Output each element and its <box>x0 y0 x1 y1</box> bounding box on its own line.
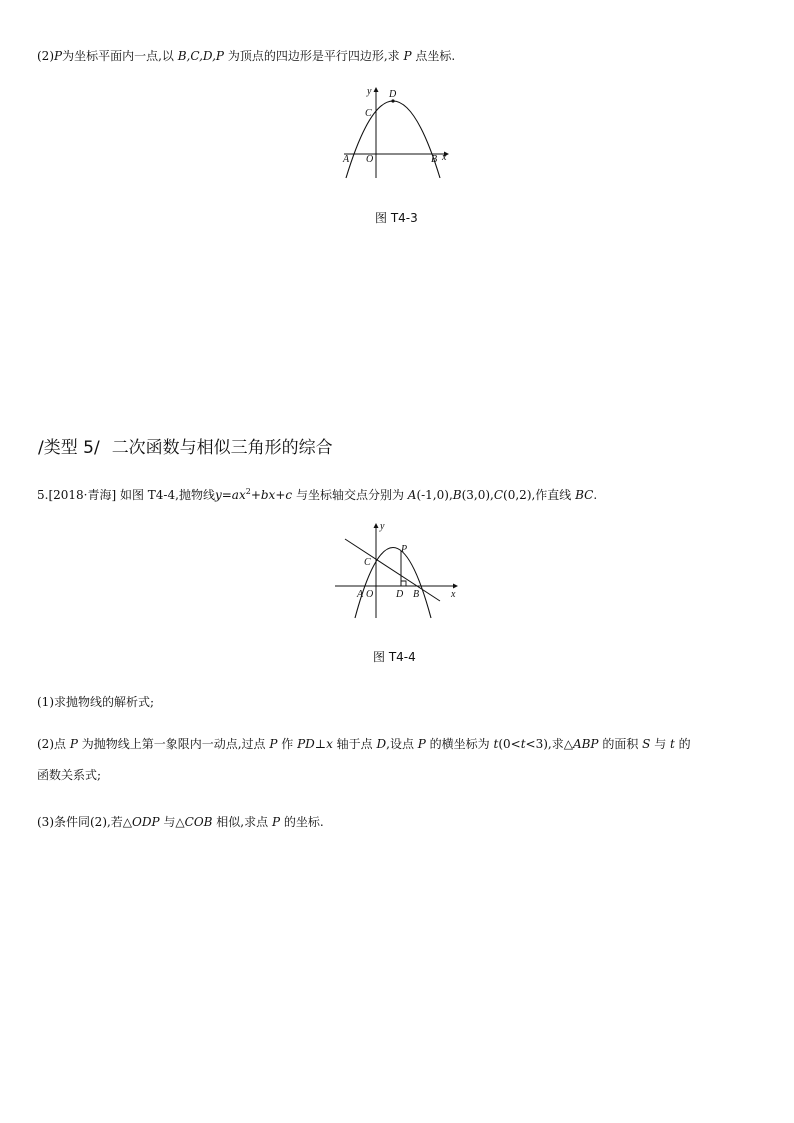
variable-t: t <box>493 737 499 751</box>
equation-part: + <box>250 488 261 502</box>
question-text: (3)条件同(2),若△ <box>37 815 133 829</box>
line-bc: BC <box>575 488 594 502</box>
label-y: y <box>367 86 372 97</box>
label-o: O <box>366 589 374 600</box>
label-x: x <box>451 589 456 600</box>
question-text: 的横坐标为 <box>425 737 494 751</box>
point-p: P <box>271 815 281 829</box>
y-axis-arrow <box>374 87 379 92</box>
question-text: (2)点 <box>37 737 70 751</box>
figure-t4-3-caption: 图 T4-3 <box>375 211 418 225</box>
equation-part: + <box>275 488 286 502</box>
label-x: x <box>442 152 447 163</box>
triangle-odp: ODP <box>132 815 160 829</box>
label-y: y <box>380 521 385 532</box>
perpendicular-symbol: ⊥ <box>314 737 327 751</box>
label-o: O <box>366 154 374 165</box>
label-c: C <box>364 557 371 568</box>
question-text: . <box>593 488 598 502</box>
figure-t4-4-axes <box>335 523 458 618</box>
point-c: C <box>493 488 504 502</box>
equation-exponent: 2 <box>245 487 251 496</box>
question-text: 轴于点 <box>332 737 377 751</box>
question-5-part-2-line-2: 函数关系式; <box>37 768 102 782</box>
label-a: A <box>343 154 350 165</box>
section-heading <box>38 433 333 458</box>
point-p: P <box>403 49 412 63</box>
coordinate: (3,0), <box>461 488 494 502</box>
point-a: A <box>407 488 417 502</box>
question-text: 的坐标. <box>280 815 324 829</box>
vertices-label: B,C,D,P <box>177 49 225 63</box>
question-5-stem <box>37 486 597 503</box>
question-text: 为顶点的四边形是平行四边形,求 <box>224 49 404 63</box>
question-text: 的面积 <box>598 737 643 751</box>
label-d: D <box>396 589 404 600</box>
point-p: P <box>69 737 78 751</box>
label-a: A <box>357 589 364 600</box>
label-p: P <box>401 544 408 555</box>
question-text: (0< <box>498 737 521 751</box>
question-5-part-1: (1)求抛物线的解析式; <box>37 695 155 709</box>
label-b: B <box>431 154 438 165</box>
point-b: B <box>452 488 462 502</box>
point-p: P <box>54 49 63 63</box>
question-text: 与△ <box>159 815 185 829</box>
question-text: ,设点 <box>386 737 418 751</box>
x-axis-arrow <box>453 584 458 589</box>
question-5-part-3 <box>37 813 324 830</box>
equation-part: c <box>285 488 293 502</box>
question-4-part-2 <box>37 47 455 64</box>
segment-pd-label: PD <box>297 737 315 751</box>
question-text: 作 <box>277 737 298 751</box>
variable-s: S <box>642 737 651 751</box>
question-text: 与坐标轴交点分别为 <box>292 488 408 502</box>
right-angle-mark <box>401 581 406 586</box>
question-text: 相似,求点 <box>212 815 272 829</box>
question-text: 为坐标平面内一点,以 <box>62 49 178 63</box>
y-axis-arrow <box>374 523 379 528</box>
figure-t4-4 <box>331 515 467 625</box>
question-text: <3),求△ <box>525 737 573 751</box>
point-d: D <box>376 737 387 751</box>
question-text: 与 <box>650 737 671 751</box>
variable-t: t <box>670 737 675 751</box>
triangle-cob: COB <box>184 815 213 829</box>
coordinate: (0,2),作直线 <box>503 488 576 502</box>
point-p: P <box>417 737 426 751</box>
question-text: 的 <box>674 737 691 751</box>
coordinate: (-1,0), <box>416 488 453 502</box>
question-text: 点坐标. <box>411 49 456 63</box>
parabola-curve <box>346 101 440 178</box>
section-number: /类型 5/ <box>38 438 100 458</box>
figure-t4-4-caption: 图 T4-4 <box>373 650 416 664</box>
part-number: (2) <box>37 49 54 63</box>
point-p: P <box>269 737 278 751</box>
equation-part: ax <box>231 488 246 502</box>
equation-part: bx <box>260 488 276 502</box>
question-text: 为抛物线上第一象限内一动点,过点 <box>77 737 270 751</box>
label-d: D <box>389 89 397 100</box>
equation-part: = <box>221 488 232 502</box>
question-5-part-2 <box>37 735 691 752</box>
question-source: 5.[2018·青海] 如图 T4-4,抛物线 <box>37 488 215 502</box>
triangle-abp: ABP <box>572 737 599 751</box>
label-c: C <box>365 108 372 119</box>
label-b: B <box>413 589 420 600</box>
x-axis-label: x <box>326 737 333 751</box>
equation-part: y <box>214 488 222 502</box>
figure-t4-3 <box>336 82 456 182</box>
variable-t: t <box>520 737 526 751</box>
section-title: 二次函数与相似三角形的综合 <box>111 438 333 458</box>
